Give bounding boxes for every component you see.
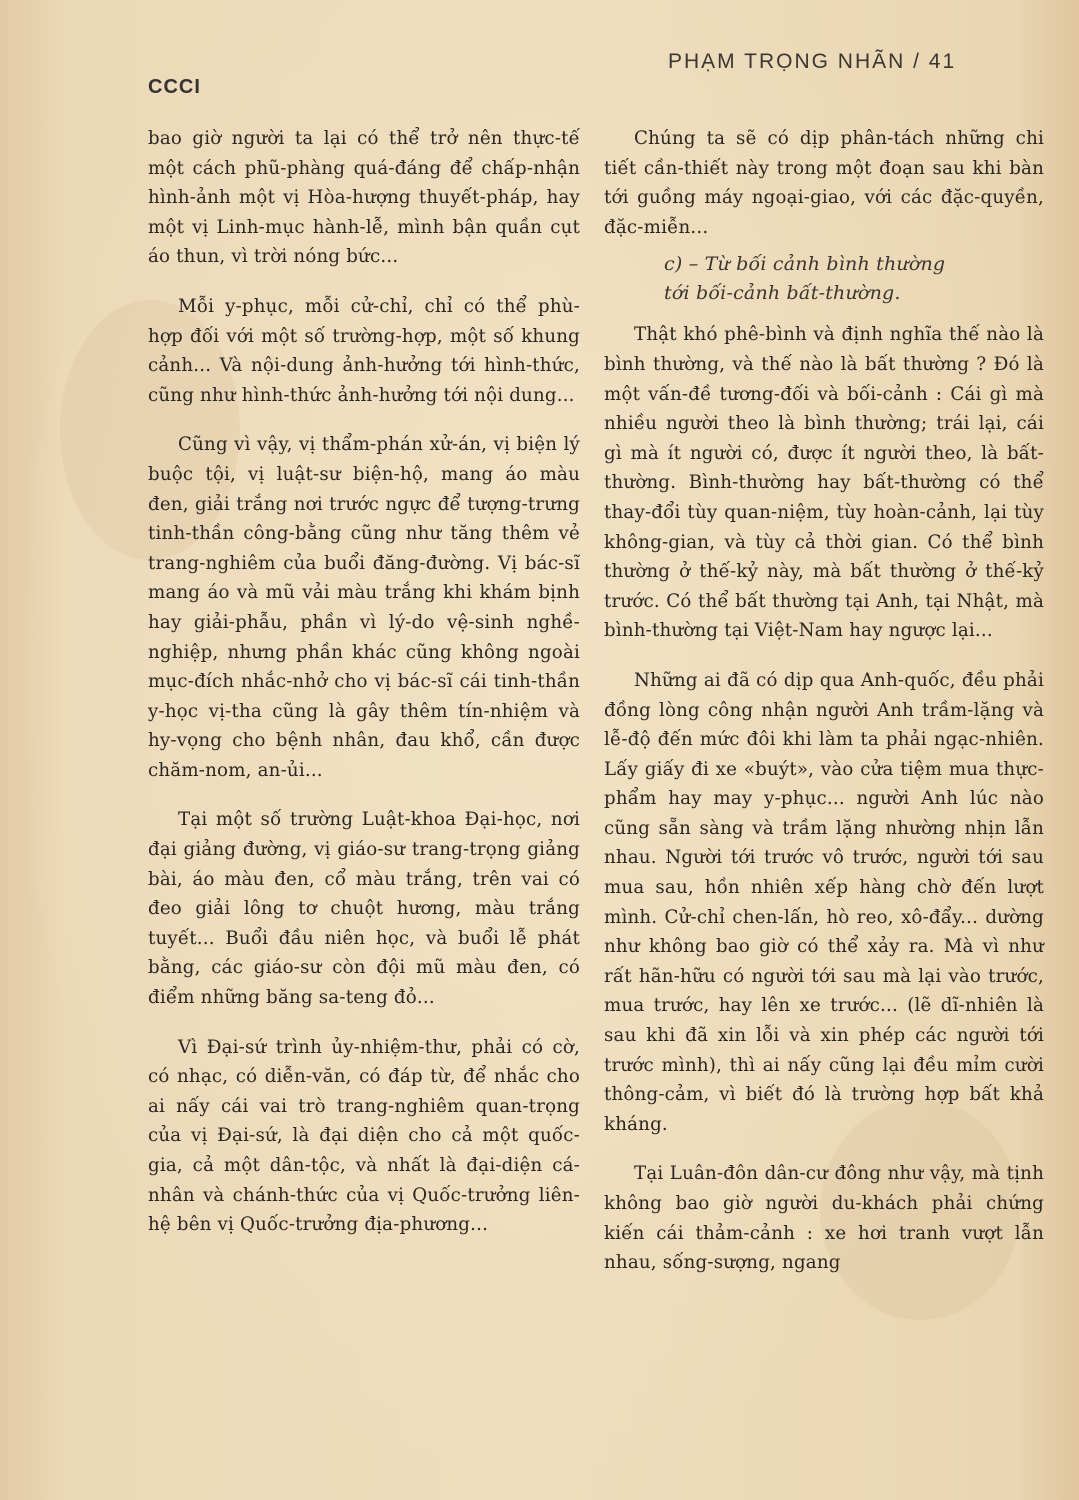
right-column: [604, 124, 1044, 1298]
paragraph: Chúng ta sẽ có dịp phân-tách những chi tiết cần-thiết này trong một đoạn sau khi bàn tới guồng máy ngoại-giao, với các đặc-quyền, đặc-miễn...: [604, 128, 1044, 238]
paragraph: Thật khó phê-bình và định nghĩa thế nào là bình thường, và thế nào là bất thường ? Đó là một vấn-đề tương-đối và bối-cảnh : Cái gì mà nhiều người theo là bình thường; trái lại, cái gì mà ít người có, được ít người theo, là bất-thường. Bình-thường hay bất-thường có thể thay-đổi tùy quan-niệm, tùy hoàn-cảnh, lại tùy không-gian, và tùy cả thời gian. Có thể bình thường ở thế-kỷ này, mà bất thường ở thế-kỷ trước. Có thể bất thường tại Anh, tại Nhật, mà bình-thường tại Việt-Nam hay ngược lại...: [604, 324, 1044, 642]
paragraph: Mỗi y-phục, mỗi cử-chỉ, chỉ có thể phù-hợp đối với một số trường-hợp, một số khung cảnh... Và nội-dung ảnh-hưởng tới hình-thức, cũng như hình-thức ảnh-hưởng tới nội dung...: [148, 295, 580, 406]
paragraph: bao giờ người ta lại có thể trở nên thực-tế một cách phũ-phàng quá-đáng để chấp-nhận hình-ảnh một vị Hòa-hượng thuyết-pháp, hay một vị Linh-mục hành-lễ, mình bận quần cụt áo thun, vì trời nóng bức...: [148, 128, 580, 268]
paragraph: Cũng vì vậy, vị thẩm-phán xử-án, vị biện lý buộc tội, vị luật-sư biện-hộ, mang áo màu đen, giải trắng nơi trước ngực để tượng-trưng tinh-thần công-bằng cũng như tăng thêm vẻ trang-nghiêm của buổi đăng-đường. Vị bác-sĩ mang áo và mũ vải màu trắng khi khám bịnh hay giải-phẫu, phần vì lý-do vệ-sinh nghề-nghiệp, nhưng phần khác cũng không ngoài mục-đích nhắc-nhở cho vị bác-sĩ cái tinh-thần y-học vị-tha cũng là gây thêm tín-nhiệm và hy-vọng cho bệnh nhân, đau khổ, cần được chăm-nom, an-ủi...: [148, 434, 580, 781]
running-header-left: CCCI: [148, 76, 201, 98]
left-column: [148, 124, 580, 1260]
paragraph: Những ai đã có dịp qua Anh-quốc, đều phải đồng lòng công nhận người Anh trầm-lặng và lễ-độ đến mức đôi khi làm ta phải ngạc-nhiên. Lấy giấy đi xe «buýt», vào cửa tiệm mua thực-phẩm hay may y-phục... người Anh lúc nào cũng sẵn sàng và trầm lặng nhường nhịn lẫn nhau. Người tới trước vô trước, người tới sau mua sau, hồn nhiên xếp hàng chờ đến lượt mình. Cử-chỉ chen-lấn, hò reo, xô-đẩy... dường như không bao giờ có thể xảy ra. Mà vì như rất hãn-hữu có người tới sau mà lại vào trước, mua trước, hay lên xe trước... (lẽ dĩ-nhiên là sau khi đã xin lỗi và xin phép các người tới trước mình), thì ai nấy cũng lại đều mỉm cười thông-cảm, vì biết đó là trường hợp bất khả kháng.: [604, 669, 1044, 1135]
running-header-right: PHẠM TRỌNG NHÃN / 41: [668, 50, 957, 73]
paragraph: Tại Luân-đôn dân-cư đông như vậy, mà tịnh không bao giờ người du-khách phải chứng kiến cái thảm-cảnh : xe hơi tranh vượt lẫn nhau, sống-sượng, ngang: [604, 1163, 1044, 1274]
paragraph: Vì Đại-sứ trình ủy-nhiệm-thư, phải có cờ, có nhạc, có diễn-văn, có đáp từ, để nhắc cho ai nấy cái vai trò trang-nghiêm quan-trọng của vị Đại-sứ, là đại diện cho cả một quốc-gia, cả một dân-tộc, và nhất là đại-diện cá-nhân và chánh-thức của vị Quốc-trưởng liên-hệ bên vị Quốc-trưởng địa-phương...: [148, 1036, 580, 1236]
section-subheading: c) – Từ bối cảnh bình thường tới bối-cảnh bất-thường.: [664, 253, 946, 305]
paragraph: Tại một số trường Luật-khoa Đại-học, nơi đại giảng đường, vị giáo-sư trang-trọng giảng bài, áo màu đen, cổ màu trắng, trên vai có đeo giải lông tơ chuột hương, màu trắng tuyết... Buổi đầu niên học, và buổi lễ phát bằng, các giáo-sư còn đội mũ màu đen, có điểm những băng sa-teng đỏ...: [148, 809, 580, 1009]
